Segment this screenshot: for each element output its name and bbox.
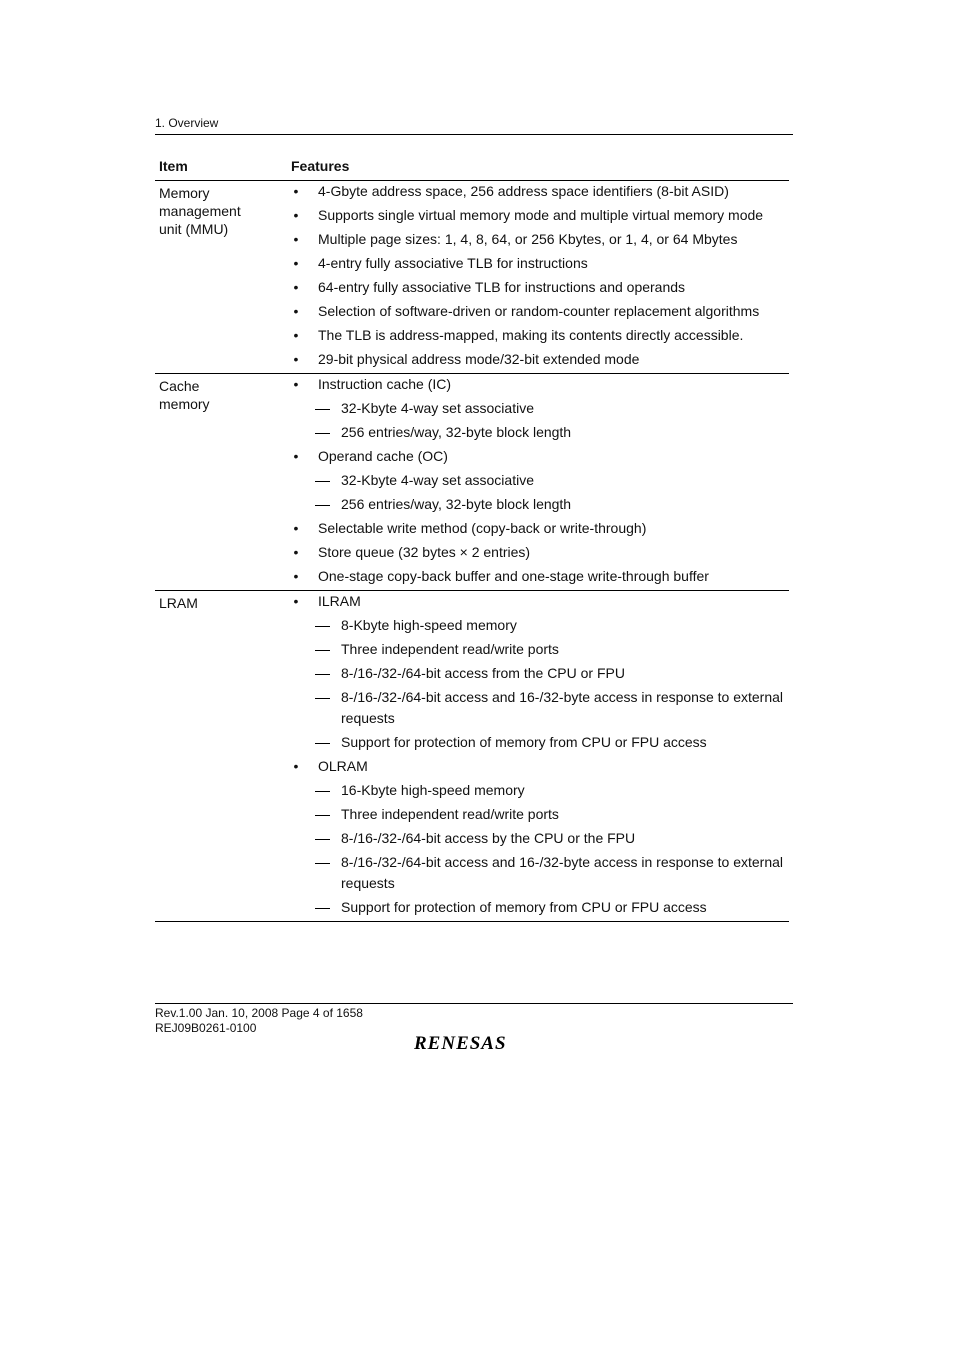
feature-text: 64-entry fully associative TLB for instructions and operands [318, 279, 686, 295]
bullet-icon: • [293, 183, 299, 199]
feature-item [291, 446, 789, 470]
column-header-features: Features [291, 158, 350, 174]
section-header: 1. Overview [155, 116, 219, 130]
feature-text: 29-bit physical address mode/32-bit extended mode [318, 351, 640, 367]
footer-doc-number: REJ09B0261-0100 [155, 1021, 257, 1035]
dash-icon [313, 398, 331, 419]
bullet-icon: • [293, 520, 299, 536]
bullet-icon: • [293, 376, 299, 392]
sub-feature-item [291, 494, 789, 518]
dash-icon [313, 732, 331, 753]
bullet-icon: • [293, 568, 299, 584]
bullet-icon: • [293, 303, 299, 319]
dash-icon [313, 615, 331, 636]
dash-icon [313, 828, 331, 849]
feature-item [291, 349, 789, 373]
table-row [155, 374, 789, 591]
header-divider [155, 134, 793, 135]
dash-icon [313, 494, 331, 515]
feature-text: Three independent read/write ports [341, 641, 559, 657]
dash-icon [313, 639, 331, 660]
bullet-icon: • [293, 255, 299, 271]
table-row [155, 181, 789, 374]
table-header [155, 152, 789, 181]
dash-icon [313, 422, 331, 443]
sub-feature-item [291, 663, 789, 687]
bullet-icon: • [293, 758, 299, 774]
feature-text: 256 entries/way, 32-byte block length [341, 424, 572, 440]
feature-text: 8-/16-/32-/64-bit access and 16-/32-byte access in response to external requests [341, 854, 784, 891]
footer-divider [155, 1003, 793, 1004]
feature-text: 256 entries/way, 32-byte block length [341, 496, 572, 512]
feature-text: 4-Gbyte address space, 256 address space identifiers (8-bit ASID) [318, 183, 729, 199]
footer-revision: Rev.1.00 Jan. 10, 2008 Page 4 of 1658 [155, 1006, 363, 1020]
renesas-logo: RENESAS [414, 1033, 507, 1054]
feature-text: 4-entry fully associative TLB for instructions [318, 255, 588, 271]
sub-feature-item [291, 897, 789, 921]
feature-item [291, 542, 789, 566]
feature-text: Support for protection of memory from CPU or FPU access [341, 734, 707, 750]
feature-item [291, 591, 789, 615]
feature-text: Operand cache (OC) [318, 448, 448, 464]
sub-feature-item [291, 780, 789, 804]
feature-item [291, 301, 789, 325]
bullet-icon: • [293, 279, 299, 295]
feature-item [291, 253, 789, 277]
feature-item [291, 181, 789, 205]
feature-item [291, 566, 789, 590]
feature-text: 8-Kbyte high-speed memory [341, 617, 517, 633]
feature-text: 8-/16-/32-/64-bit access and 16-/32-byte access in response to external requests [341, 689, 784, 726]
row-features [291, 591, 789, 921]
feature-text: 8-/16-/32-/64-bit access from the CPU or FPU [341, 665, 625, 681]
sub-feature-item [291, 398, 789, 422]
row-features [291, 374, 789, 590]
sub-feature-item [291, 828, 789, 852]
bullet-icon: • [293, 231, 299, 247]
feature-text: Selection of software-driven or random-counter replacement algorithms [318, 303, 760, 319]
feature-text: One-stage copy-back buffer and one-stage write-through buffer [318, 568, 709, 584]
dash-icon [313, 804, 331, 825]
feature-item [291, 277, 789, 301]
feature-text: 32-Kbyte 4-way set associative [341, 400, 534, 416]
feature-item [291, 518, 789, 542]
footer-info [155, 1006, 363, 1036]
sub-feature-item [291, 852, 789, 897]
table-body [155, 181, 789, 922]
dash-icon [313, 897, 331, 918]
sub-feature-item [291, 470, 789, 494]
dash-icon [313, 852, 331, 873]
row-item-label: Memory management unit (MMU) [159, 185, 241, 237]
bullet-icon: • [293, 593, 299, 609]
feature-text: The TLB is address-mapped, making its contents directly accessible. [318, 327, 744, 343]
feature-text: Supports single virtual memory mode and multiple virtual memory mode [318, 207, 764, 223]
feature-text: Instruction cache (IC) [318, 376, 452, 392]
feature-text: Support for protection of memory from CPU or FPU access [341, 899, 707, 915]
feature-item [291, 205, 789, 229]
feature-text: Multiple page sizes: 1, 4, 8, 64, or 256 Kbytes, or 1, 4, or 64 Mbytes [318, 231, 738, 247]
sub-feature-item [291, 804, 789, 828]
row-item-label: Cache memory [159, 378, 210, 412]
feature-text: 8-/16-/32-/64-bit access by the CPU or the FPU [341, 830, 636, 846]
bullet-icon: • [293, 351, 299, 367]
feature-item [291, 756, 789, 780]
feature-item [291, 325, 789, 349]
bullet-icon: • [293, 327, 299, 343]
dash-icon [313, 687, 331, 708]
feature-text: Three independent read/write ports [341, 806, 559, 822]
dash-icon [313, 470, 331, 491]
features-table [155, 152, 789, 922]
feature-text: ILRAM [318, 593, 361, 609]
sub-feature-item [291, 687, 789, 732]
sub-feature-item [291, 732, 789, 756]
sub-feature-item [291, 422, 789, 446]
column-header-item: Item [159, 158, 188, 174]
table-row [155, 591, 789, 922]
feature-text: OLRAM [318, 758, 368, 774]
feature-item [291, 374, 789, 398]
bullet-icon: • [293, 448, 299, 464]
bullet-icon: • [293, 544, 299, 560]
row-features [291, 181, 789, 373]
feature-text: Store queue (32 bytes × 2 entries) [318, 544, 531, 560]
row-item-label: LRAM [159, 595, 198, 611]
bullet-icon: • [293, 207, 299, 223]
dash-icon [313, 663, 331, 684]
dash-icon [313, 780, 331, 801]
feature-text: 32-Kbyte 4-way set associative [341, 472, 534, 488]
feature-item [291, 229, 789, 253]
feature-text: 16-Kbyte high-speed memory [341, 782, 525, 798]
sub-feature-item [291, 615, 789, 639]
feature-text: Selectable write method (copy-back or write-through) [318, 520, 647, 536]
sub-feature-item [291, 639, 789, 663]
